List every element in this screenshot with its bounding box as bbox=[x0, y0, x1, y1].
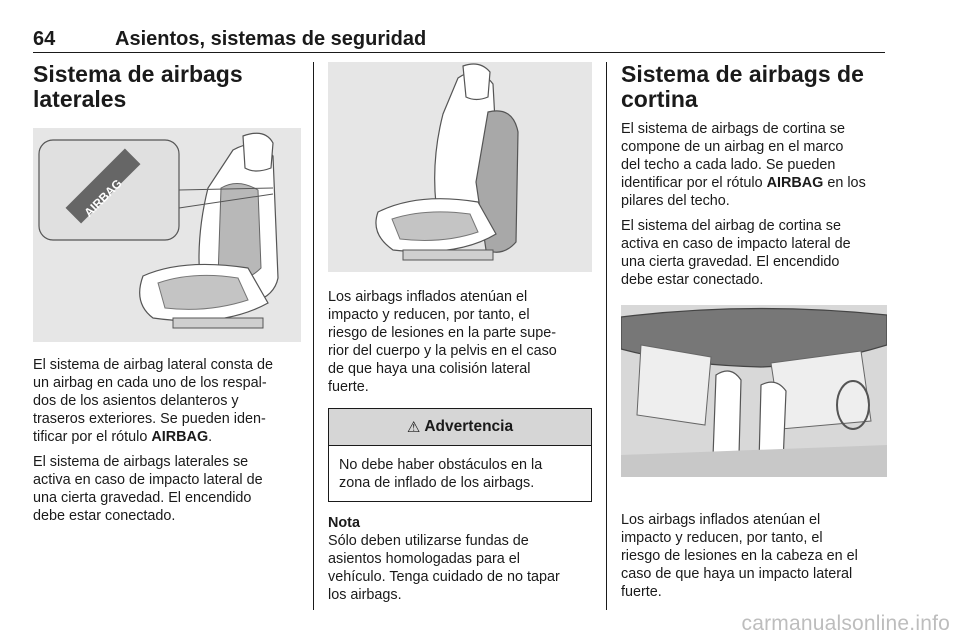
seat-illustration bbox=[33, 128, 301, 342]
curtain-airbag-text bbox=[621, 120, 887, 289]
page-header bbox=[33, 26, 885, 53]
column-side-airbags-continued bbox=[328, 62, 592, 611]
paragraph: El sistema de airbags laterales se activa en caso de impacto lateral de una cierta gravedad. El encendido debe estar conectado. bbox=[33, 454, 263, 524]
page-number: 64 bbox=[33, 28, 56, 50]
paragraph: El sistema de airbags de cortina se compone de un airbag en el marco del techo a cada lado. Se pueden identificar por el rótulo AIRBAG en los pilares del techo. bbox=[621, 121, 866, 209]
airbag-label-badge: AIRBAG bbox=[81, 176, 125, 220]
warning-header bbox=[329, 409, 591, 446]
note-title: Nota bbox=[328, 515, 360, 531]
inflated-airbag-text bbox=[328, 288, 592, 396]
warning-title: Advertencia bbox=[424, 418, 514, 435]
column-divider bbox=[606, 62, 607, 610]
paragraph: Los airbags inflados atenúan el impacto y reducen, por tanto, el riesgo de lesiones en la parte supe- rior del cuerpo y la pelvis en el caso de que haya una colisión lateral fuerte. bbox=[328, 289, 557, 395]
figure-seat-airbag-label bbox=[33, 128, 301, 342]
warning-text: No debe haber obstáculos en la zona de inflado de los airbags. bbox=[339, 457, 543, 491]
heading-curtain-airbags: Sistema de airbags de cortina bbox=[621, 61, 864, 112]
paragraph: Los airbags inflados atenúan el impacto y reducen, por tanto, el riesgo de lesiones en la cabeza en el caso de que haya un impacto lateral fuerte. bbox=[621, 512, 858, 600]
inflated-airbag-illustration bbox=[328, 62, 592, 272]
column-curtain-airbags bbox=[621, 62, 887, 608]
heading-side-airbags: Sistema de airbags laterales bbox=[33, 61, 243, 112]
watermark: carmanualsonline.info bbox=[741, 612, 950, 635]
warning-box bbox=[328, 408, 592, 502]
curtain-inflated-text bbox=[621, 511, 887, 601]
side-airbag-text bbox=[33, 356, 301, 525]
figure-inflated-side-airbag bbox=[328, 62, 592, 272]
section-title: Asientos, sistemas de seguridad bbox=[115, 28, 427, 50]
figure-curtain-airbag bbox=[621, 305, 887, 477]
warning-body bbox=[329, 446, 591, 501]
column-divider bbox=[313, 62, 314, 610]
curtain-airbag-illustration bbox=[621, 305, 887, 477]
paragraph: El sistema de airbag lateral consta de un airbag en cada uno de los respal- dos de los asientos delanteros y traseros exteriores. Se pueden iden- tificar por el rótulo AIRBAG. bbox=[33, 357, 273, 445]
warning-triangle-icon: ⚠ bbox=[406, 419, 421, 436]
note-text: Sólo deben utilizarse fundas de asientos homologadas para el vehículo. Tenga cuidado de no tapar los airbags. bbox=[328, 533, 560, 603]
paragraph: El sistema del airbag de cortina se activa en caso de impacto lateral de una cierta gravedad. El encendido debe estar conectado. bbox=[621, 218, 851, 288]
column-side-airbags bbox=[33, 62, 301, 532]
